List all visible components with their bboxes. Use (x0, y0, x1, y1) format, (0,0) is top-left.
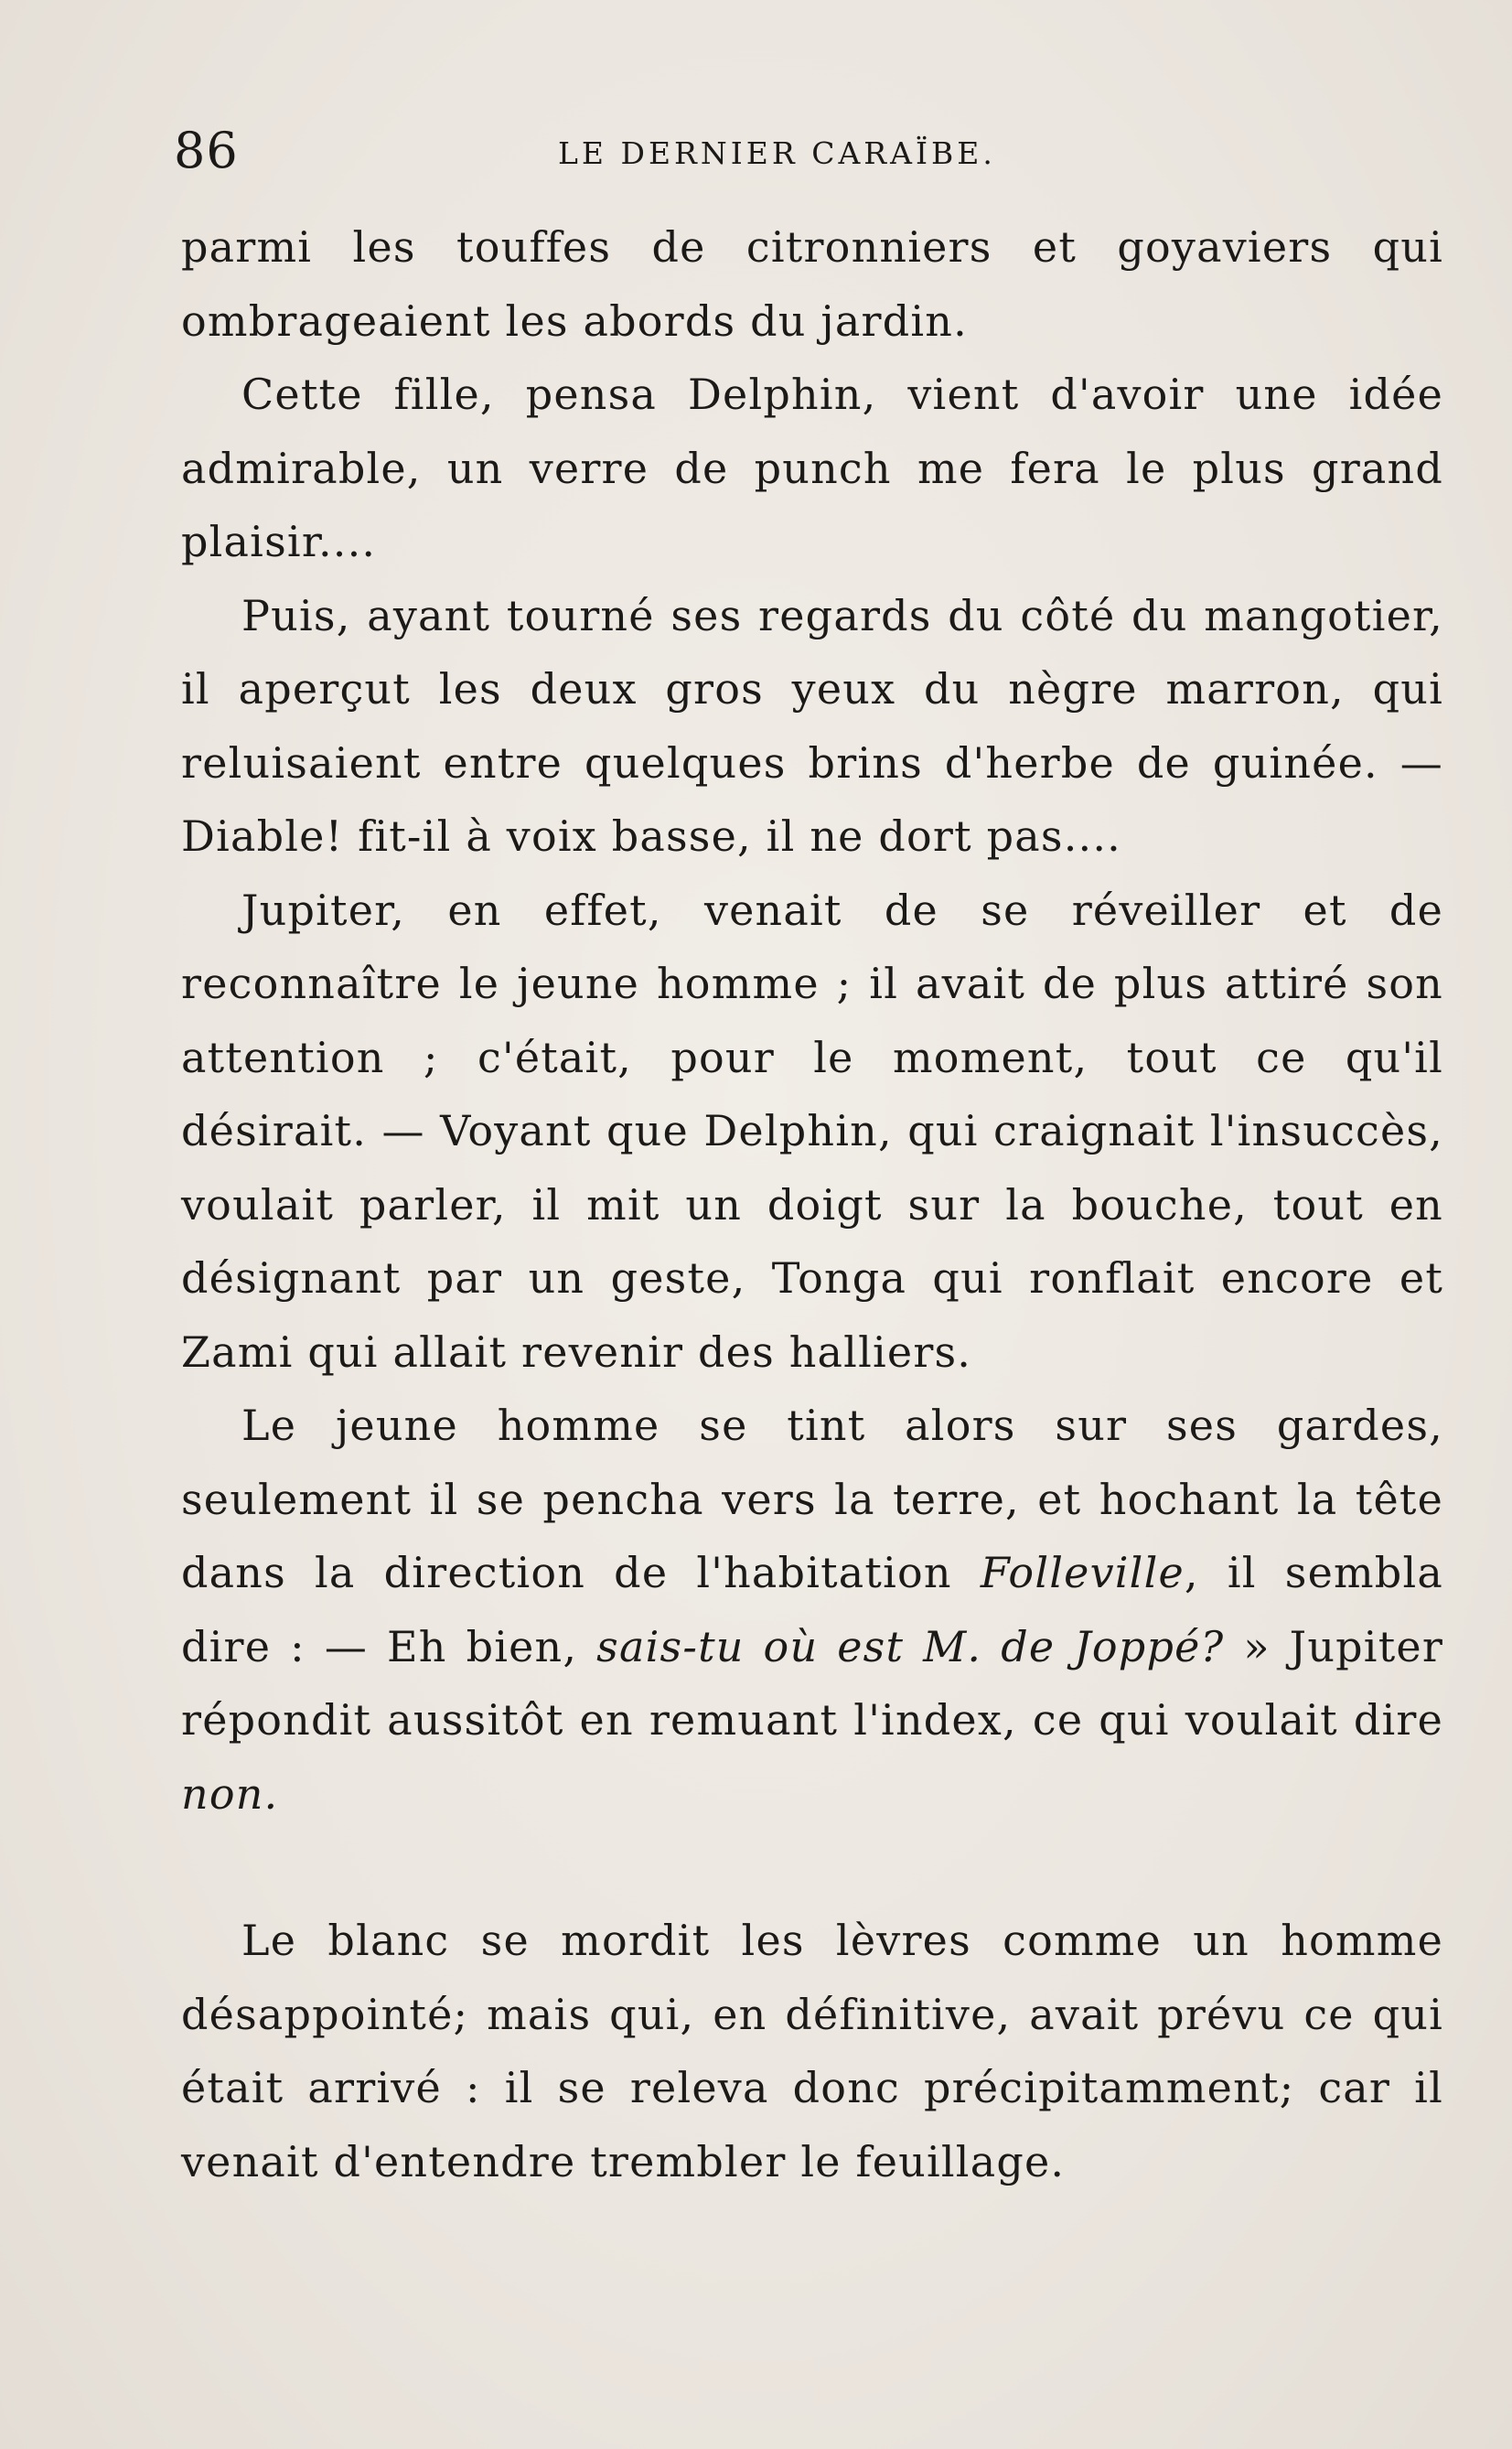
italic-run: non. (181, 1768, 279, 1819)
body-text (181, 210, 1443, 2198)
text-run: Cette fille, pensa Delphin, vient d'avoir une idée admirable, un verre de punch me fera le plus grand plaisir.... (181, 370, 1443, 566)
text-run: , il sembla dire : — Eh bien, (181, 1548, 1443, 1671)
running-title: LE DERNIER CARAÏBE. (558, 135, 996, 171)
text-run: » Jupiter répondit aussitôt en remuant l'index, ce qui voulait dire (181, 1621, 1444, 1745)
paragraph (181, 874, 1443, 1390)
paragraph (181, 1904, 1443, 2198)
text-run: Jupiter, en effet, venait de se réveiller et de reconnaître le jeune homme ; il avait de plus attiré son attention ; c'était, pour le moment, tout ce qu'il désirait. — Voyant que Delphin, qui craignait l'insuccès, voulait parler, il mit un doigt sur la bouche, tout en désignant par un geste, Tonga qui ronflait encore et Zami qui allait revenir des halliers. (181, 885, 1443, 1377)
text-run: parmi les touffes de citronniers et goyaviers qui ombrageaient les abords du jardin. (181, 222, 1443, 346)
paragraph (181, 1389, 1443, 1831)
paragraph (181, 210, 1443, 358)
italic-run: sais-tu où est M. de Joppé? (596, 1621, 1225, 1671)
page-number: 86 (174, 122, 239, 179)
italic-run: Folleville (980, 1548, 1185, 1597)
page-header (174, 119, 1473, 183)
paragraph (181, 579, 1443, 874)
paragraph (181, 358, 1443, 579)
text-run: Puis, ayant tourné ses regards du côté du mangotier, il aperçut les deux gros yeux du nègre marron, qui reluisaient entre quelques brins d'herbe de guinée. — Diable! fit-il à voix basse, il ne dort pas.... (181, 590, 1443, 861)
text-run: Le jeune homme se tint alors sur ses gardes, seulement il se pencha vers la terre, et hochant la tête dans la direction de l'habitation (181, 1401, 1443, 1597)
text-run: Le blanc se mordit les lèvres comme un homme désappointé; mais qui, en définitive, avait prévu ce qui était arrivé : il se releva donc précipitamment; car il venait d'entendre trembler le feuillage. (181, 1916, 1443, 2186)
